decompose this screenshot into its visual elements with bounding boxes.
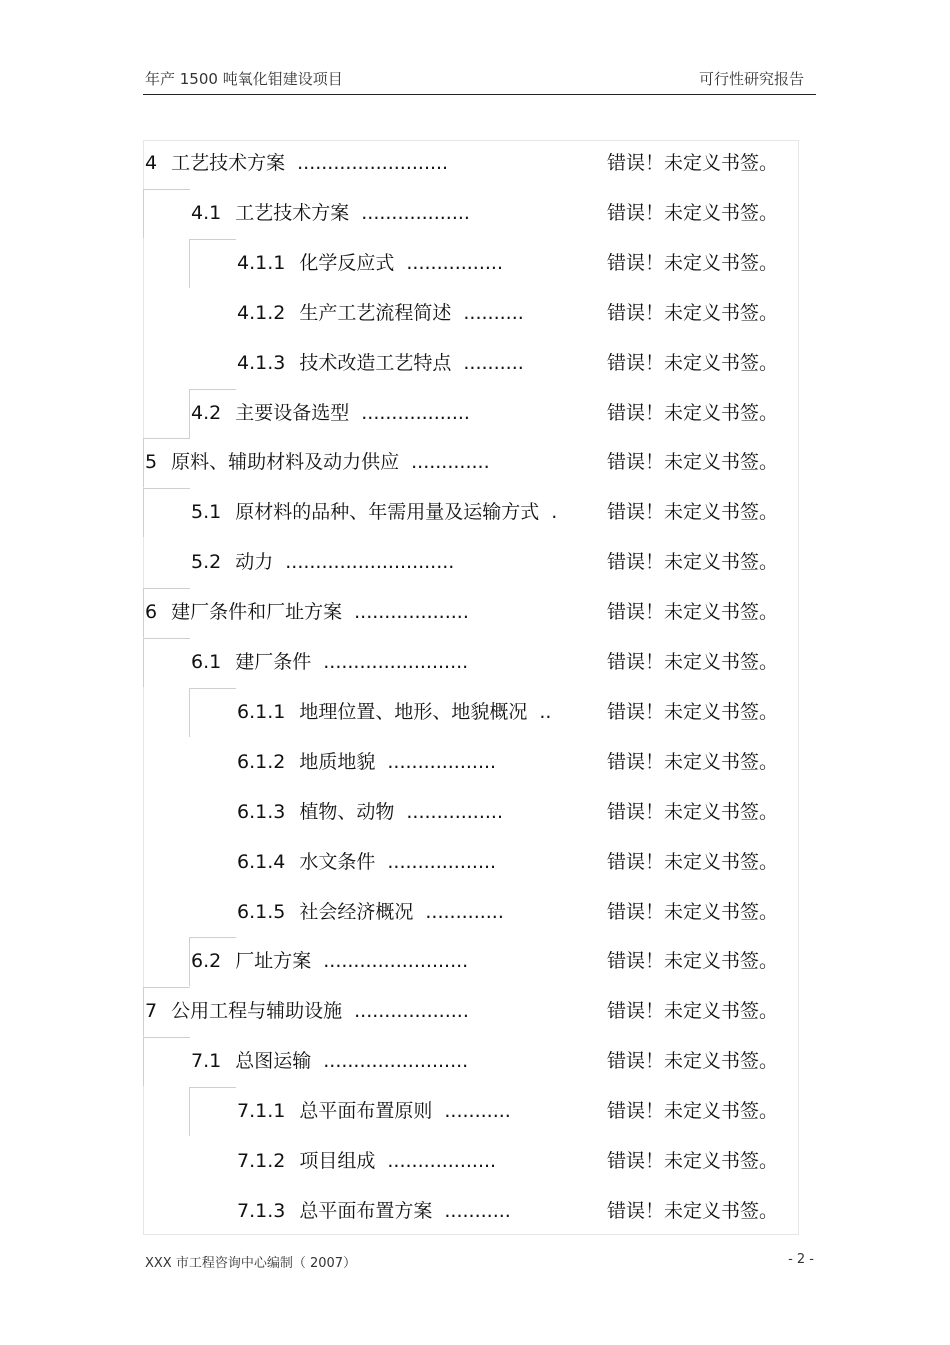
toc-entry-text <box>237 345 524 381</box>
toc-entry-text <box>145 145 448 181</box>
toc-entry-text <box>191 1043 468 1079</box>
toc-page-reference: 错误！未定义书签。 <box>607 1200 779 1222</box>
toc-page-reference: 错误！未定义书签。 <box>607 950 779 972</box>
toc-section-title: 生产工艺流程简述 <box>299 302 452 324</box>
toc-dot-leader: .......... <box>463 352 524 374</box>
toc-section-number: 7.1.2 <box>237 1150 286 1172</box>
toc-entry[interactable] <box>0 345 800 381</box>
toc-dot-leader: ............................ <box>285 551 455 573</box>
toc-dot-leader: ......................... <box>297 152 449 174</box>
toc-entry[interactable] <box>0 145 800 181</box>
toc-page-reference: 错误！未定义书签。 <box>607 551 779 573</box>
toc-entry-text <box>237 245 503 281</box>
toc-entry-text <box>237 694 551 730</box>
toc-indent-guide <box>143 588 190 637</box>
toc-section-number: 4.1.3 <box>237 352 286 374</box>
toc-entry-text <box>191 644 468 680</box>
toc-entry[interactable] <box>0 494 800 530</box>
toc-entry[interactable] <box>0 1043 800 1079</box>
toc-dot-leader: ................... <box>354 601 469 623</box>
footer-publisher: XXX 市工程咨询中心编制（ 2007） <box>145 1256 357 1271</box>
toc-page-reference: 错误！未定义书签。 <box>607 751 779 773</box>
toc-dot-leader: .................. <box>361 402 470 424</box>
toc-dot-leader: .................. <box>387 851 497 873</box>
toc-indent-guide <box>143 438 190 487</box>
toc-entry[interactable] <box>0 195 800 231</box>
toc-page-reference: 错误！未定义书签。 <box>607 202 779 224</box>
toc-section-number: 5.1 <box>191 501 222 523</box>
toc-indent-guide <box>189 239 236 288</box>
toc-section-title: 建厂条件 <box>235 651 312 673</box>
toc-indent-guide <box>189 389 236 438</box>
toc-dot-leader: ........................ <box>323 1050 469 1072</box>
toc-page-reference: 错误！未定义书签。 <box>607 651 779 673</box>
toc-dot-leader: . <box>551 501 558 523</box>
toc-entry[interactable] <box>0 444 800 480</box>
toc-page-reference: 错误！未定义书签。 <box>607 352 779 374</box>
toc-entry[interactable] <box>0 594 800 630</box>
toc-entry-text <box>237 1093 511 1129</box>
toc-entry-text <box>237 794 503 830</box>
toc-entry[interactable] <box>0 844 800 880</box>
toc-entry-text <box>191 494 557 530</box>
toc-indent-guide <box>143 987 190 1036</box>
toc-section-number: 4.2 <box>191 402 222 424</box>
toc-section-number: 4.1 <box>191 202 222 224</box>
toc-page-reference: 错误！未定义书签。 <box>607 302 779 324</box>
toc-page-reference: 错误！未定义书签。 <box>607 1050 779 1072</box>
toc-indent-guide <box>143 638 190 687</box>
toc-entry[interactable] <box>0 395 800 431</box>
toc-entry[interactable] <box>0 1093 800 1129</box>
toc-entry[interactable] <box>0 295 800 331</box>
toc-entry[interactable] <box>0 794 800 830</box>
toc-entry[interactable] <box>0 993 800 1029</box>
toc-dot-leader: ................ <box>406 252 504 274</box>
toc-entry[interactable] <box>0 744 800 780</box>
toc-page-reference: 错误！未定义书签。 <box>607 451 779 473</box>
toc-section-number: 4.1.2 <box>237 302 286 324</box>
toc-section-number: 6.1.4 <box>237 851 286 873</box>
toc-section-number: 7.1.1 <box>237 1100 286 1122</box>
toc-section-number: 6.1.3 <box>237 801 286 823</box>
toc-page-reference: 错误！未定义书签。 <box>607 1150 779 1172</box>
toc-section-title: 地理位置、地形、地貌概况 <box>299 701 528 723</box>
toc-entry-text <box>145 594 469 630</box>
toc-indent-guide <box>143 488 190 537</box>
toc-section-title: 地质地貌 <box>299 751 376 773</box>
toc-indent-guide <box>189 1087 236 1136</box>
toc-page-reference: 错误！未定义书签。 <box>607 601 779 623</box>
header-project-title: 年产 1500 吨氧化钼建设项目 <box>145 70 343 88</box>
toc-indent-guide <box>143 1037 190 1086</box>
toc-dot-leader: ........... <box>444 1100 511 1122</box>
toc-section-title: 植物、动物 <box>299 801 395 823</box>
toc-section-title: 化学反应式 <box>299 252 395 274</box>
toc-dot-leader: ............. <box>411 451 490 473</box>
toc-section-title: 工艺技术方案 <box>235 202 350 224</box>
toc-entry-text <box>237 844 496 880</box>
toc-section-number: 6.2 <box>191 950 222 972</box>
toc-page-reference: 错误！未定义书签。 <box>607 501 779 523</box>
toc-indent-guide <box>189 937 236 986</box>
toc-section-number: 6.1.1 <box>237 701 286 723</box>
toc-section-number: 4 <box>145 152 158 174</box>
toc-section-number: 6.1 <box>191 651 222 673</box>
toc-dot-leader: .................. <box>387 1150 497 1172</box>
toc-entry-text <box>145 993 469 1029</box>
toc-entry[interactable] <box>0 245 800 281</box>
toc-section-title: 工艺技术方案 <box>171 152 286 174</box>
toc-section-title: 原材料的品种、年需用量及运输方式 <box>235 501 540 523</box>
toc-section-title: 社会经济概况 <box>299 901 414 923</box>
toc-page-reference: 错误！未定义书签。 <box>607 152 779 174</box>
toc-entry-text <box>191 544 454 580</box>
toc-page-reference: 错误！未定义书签。 <box>607 801 779 823</box>
toc-page-reference: 错误！未定义书签。 <box>607 1000 779 1022</box>
toc-dot-leader: .................. <box>361 202 470 224</box>
toc-dot-leader: ........................ <box>323 651 469 673</box>
toc-entry[interactable] <box>0 1193 800 1229</box>
toc-dot-leader: ........................ <box>323 950 469 972</box>
toc-section-title: 项目组成 <box>299 1150 376 1172</box>
toc-entry[interactable] <box>0 894 800 930</box>
toc-entry-text <box>237 295 524 331</box>
toc-section-title: 建厂条件和厂址方案 <box>171 601 343 623</box>
toc-section-number: 7.1 <box>191 1050 222 1072</box>
toc-indent-guide <box>189 688 236 737</box>
page-number: - 2 - <box>788 1252 814 1267</box>
toc-section-number: 6.1.2 <box>237 751 286 773</box>
toc-page-reference: 错误！未定义书签。 <box>607 901 779 923</box>
toc-section-number: 4.1.1 <box>237 252 286 274</box>
toc-section-title: 厂址方案 <box>235 950 312 972</box>
toc-dot-leader: ................ <box>406 801 504 823</box>
toc-section-title: 总平面布置原则 <box>299 1100 433 1122</box>
toc-section-title: 技术改造工艺特点 <box>299 352 452 374</box>
toc-entry-text <box>237 1143 496 1179</box>
toc-entry[interactable] <box>0 544 800 580</box>
toc-dot-leader: ............. <box>425 901 504 923</box>
toc-dot-leader: ........... <box>444 1200 511 1222</box>
toc-section-number: 6 <box>145 601 158 623</box>
toc-entry-text <box>145 444 490 480</box>
header-divider <box>143 94 816 95</box>
toc-page-reference: 错误！未定义书签。 <box>607 1100 779 1122</box>
toc-section-number: 5.2 <box>191 551 222 573</box>
toc-section-title: 公用工程与辅助设施 <box>171 1000 343 1022</box>
toc-section-number: 6.1.5 <box>237 901 286 923</box>
toc-page-reference: 错误！未定义书签。 <box>607 701 779 723</box>
toc-entry-text <box>237 744 496 780</box>
toc-entry[interactable] <box>0 644 800 680</box>
toc-page-reference: 错误！未定义书签。 <box>607 252 779 274</box>
toc-section-title: 总图运输 <box>235 1050 312 1072</box>
toc-section-number: 7 <box>145 1000 158 1022</box>
toc-page-reference: 错误！未定义书签。 <box>607 851 779 873</box>
toc-indent-guide <box>143 189 190 238</box>
toc-section-title: 总平面布置方案 <box>299 1200 433 1222</box>
toc-section-title: 动力 <box>235 551 274 573</box>
toc-dot-leader: .......... <box>463 302 524 324</box>
toc-section-number: 5 <box>145 451 158 473</box>
toc-entry[interactable] <box>0 943 800 979</box>
toc-dot-leader: .. <box>539 701 552 723</box>
toc-entry-text <box>237 1193 511 1229</box>
header-document-type: 可行性研究报告 <box>698 70 804 88</box>
toc-entry-text <box>191 195 470 231</box>
toc-entry[interactable] <box>0 1143 800 1179</box>
toc-dot-leader: .................. <box>387 751 497 773</box>
toc-dot-leader: ................... <box>354 1000 469 1022</box>
toc-section-title: 水文条件 <box>299 851 376 873</box>
toc-entry-text <box>237 894 504 930</box>
toc-page-reference: 错误！未定义书签。 <box>607 402 779 424</box>
toc-section-number: 7.1.3 <box>237 1200 286 1222</box>
toc-section-title: 主要设备选型 <box>235 402 350 424</box>
toc-section-title: 原料、辅助材料及动力供应 <box>171 451 400 473</box>
toc-entry[interactable] <box>0 694 800 730</box>
